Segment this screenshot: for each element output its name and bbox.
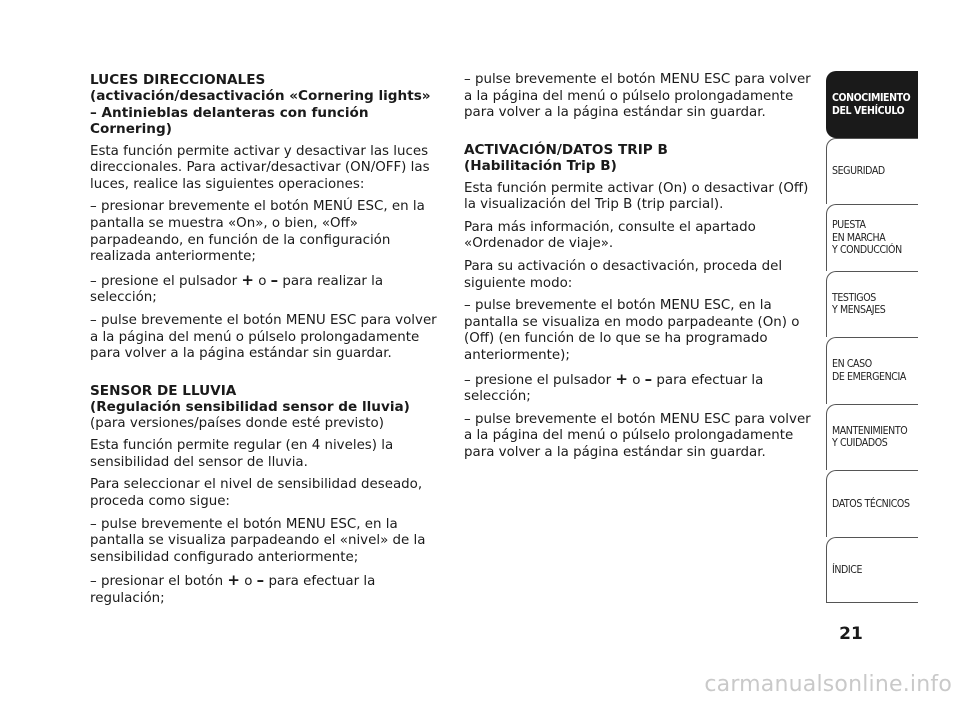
paragraph xyxy=(90,272,442,307)
paragraph: – pulse brevemente el botón MENU ESC para volver a la página del menú o púlselo prolongadamente para volver a la página estándar sin guardar. xyxy=(464,411,811,460)
section-title-trip-b xyxy=(464,142,816,175)
minus-symbol: – xyxy=(256,571,265,590)
plus-symbol: + xyxy=(241,270,254,289)
tab-label: DATOS TÉCNICOS xyxy=(832,497,910,510)
section-title-sensor xyxy=(90,383,442,416)
paragraph: Esta función permite activar (On) o desactivar (Off) la visualización del Trip B (trip parcial). xyxy=(464,180,809,213)
text-span: o xyxy=(632,372,641,388)
paragraph: – pulse brevemente el botón MENU ESC para volver a la página del menú o púlselo prolongadamente para volver a la página estándar sin guardar. xyxy=(90,312,437,362)
tab-label: TESTIGOS Y MENSAJES xyxy=(832,291,886,317)
heading-subtitle: (activación/desactivación «Cornering lights» xyxy=(90,88,431,105)
paragraph: Para más información, consulte el apartado «Ordenador de viaje». xyxy=(464,219,756,252)
text-span: – presione el pulsador xyxy=(464,372,612,388)
heading-text: ACTIVACIÓN/DATOS TRIP B xyxy=(464,141,668,158)
tab-datos-tecnicos[interactable] xyxy=(826,470,918,537)
tab-label: MANTENIMIENTO Y CUIDADOS xyxy=(832,424,908,450)
chapter-tabs xyxy=(826,71,918,603)
paragraph: – pulse brevemente el botón MENU ESC, en la pantalla se visualiza en modo parpadeante (On) o (Off) (en función de lo que se ha programado anteriormente); xyxy=(464,298,800,363)
left-column xyxy=(90,72,442,614)
heading-subtitle: – Antinieblas delanteras con función Cornering) xyxy=(90,104,369,138)
tab-en-caso-emergencia[interactable] xyxy=(826,337,918,404)
paragraph: Esta función permite activar y desactivar las luces direccionales. Para activar/desactivar (ON/OFF) las luces, realice las siguientes operaciones: xyxy=(90,143,430,192)
heading-subtitle: (Habilitación Trip B) xyxy=(464,158,617,175)
text-span: – presione el pulsador xyxy=(90,273,238,289)
heading-text: SENSOR DE LLUVIA xyxy=(90,382,237,399)
tab-label: SEGURIDAD xyxy=(832,165,885,177)
paragraph: Esta función permite regular (en 4 niveles) la sensibilidad del sensor de lluvia. xyxy=(90,438,394,470)
right-column xyxy=(464,72,816,468)
tab-label: CONOCIMIENTO DEL VEHÍCULO xyxy=(832,92,911,117)
heading-subtitle: (Regulación sensibilidad sensor de lluvia) xyxy=(90,399,410,416)
page-number: 21 xyxy=(839,624,863,644)
tab-indice[interactable] xyxy=(826,537,918,604)
section-title-luces xyxy=(90,72,442,138)
tab-puesta-en-marcha[interactable] xyxy=(826,204,918,271)
minus-symbol: – xyxy=(644,369,653,388)
paragraph: – pulse brevemente el botón MENU ESC para volver a la página del menú o púlselo prolongadamente para volver a la página estándar sin guardar. xyxy=(464,72,811,121)
text-span: para efectuar la selección; xyxy=(464,372,764,405)
tab-seguridad[interactable] xyxy=(826,138,918,205)
tab-mantenimiento[interactable] xyxy=(826,404,918,471)
paragraph: Para seleccionar el nivel de sensibilidad deseado, proceda como sigue: xyxy=(90,477,423,509)
tab-testigos-mensajes[interactable] xyxy=(826,271,918,338)
paragraph: – pulse brevemente el botón MENU ESC, en la pantalla se visualiza parpadeando el «nivel» de la sensibilidad configurado anteriormente; xyxy=(90,516,426,565)
tab-label: EN CASO DE EMERGENCIA xyxy=(832,358,906,383)
plus-symbol: + xyxy=(227,571,240,590)
text-span: o xyxy=(258,273,267,289)
text-span: o xyxy=(244,574,253,590)
tab-label: PUESTA EN MARCHA Y CONDUCCIÓN xyxy=(832,219,902,256)
paragraph: Para su activación o desactivación, proceda del siguiente modo: xyxy=(464,258,783,291)
watermark: carmanualsonline.info xyxy=(704,672,952,697)
paragraph: – presionar brevemente el botón MENÚ ESC, en la pantalla se muestra «On», o bien, «Off» parpadeando, en función de la configuración realizada anteriormente; xyxy=(90,199,425,265)
plus-symbol: + xyxy=(615,369,628,388)
paragraph xyxy=(90,572,442,607)
heading-text: LUCES DIRECCIONALES xyxy=(90,72,266,88)
tab-label: ÍNDICE xyxy=(832,563,863,576)
text-span: para efectuar la regulación; xyxy=(90,574,376,606)
note: (para versiones/países donde esté previsto) xyxy=(90,415,384,431)
minus-symbol: – xyxy=(270,270,279,289)
text-span: – presionar el botón xyxy=(90,574,224,590)
paragraph xyxy=(464,371,816,406)
text-span: para realizar la selección; xyxy=(90,273,384,306)
tab-conocimiento-vehiculo[interactable] xyxy=(826,71,918,138)
